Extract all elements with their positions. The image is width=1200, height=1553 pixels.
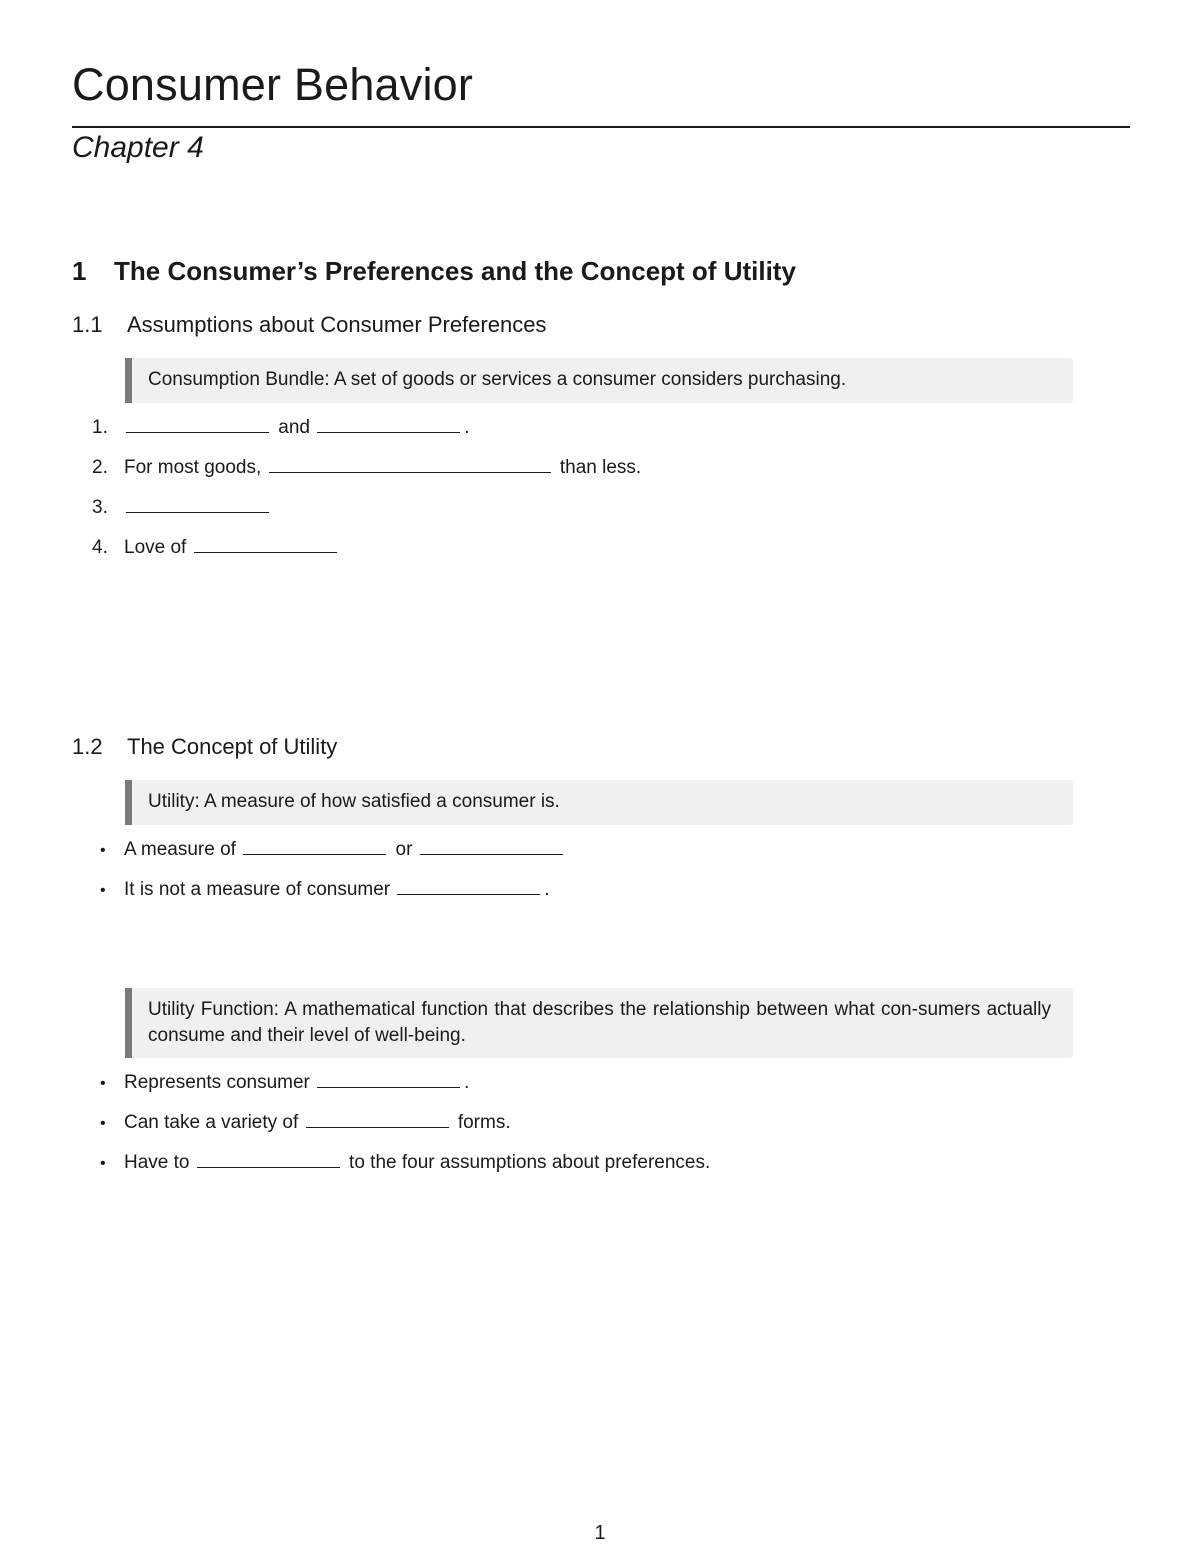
bullet-text: Have to xyxy=(124,1152,190,1173)
list-marker: 4. xyxy=(92,537,108,558)
fill-in-blank[interactable] xyxy=(306,1111,449,1128)
list-marker: 2. xyxy=(92,457,108,478)
list-item-4 xyxy=(92,536,341,560)
bullet-text: . xyxy=(464,1072,470,1093)
definition-box-utility-function xyxy=(125,988,1073,1058)
fill-in-blank[interactable] xyxy=(243,838,386,855)
definition-text: Consumption Bundle: A set of goods or services a consumer considers purchasing. xyxy=(148,369,847,390)
bullet-item-5 xyxy=(100,1151,710,1176)
bullet-icon: • xyxy=(100,1075,106,1092)
bullet-text: A measure of xyxy=(124,839,236,860)
list-text: For most goods, xyxy=(124,457,262,478)
definition-text: Utility Function: A mathematical function that describes the relationship between what con-sumers actually consume and their level of well-being. xyxy=(148,999,1051,1046)
subsection-number: 1.2 xyxy=(72,734,103,759)
fill-in-blank[interactable] xyxy=(197,1151,340,1168)
fill-in-blank[interactable] xyxy=(269,456,551,473)
page-number: 1 xyxy=(594,1522,606,1544)
subsection-title: Assumptions about Consumer Preferences xyxy=(127,312,547,337)
bullet-text: It is not a measure of consumer xyxy=(124,879,391,900)
list-marker: 3. xyxy=(92,497,108,518)
list-item-1 xyxy=(92,416,470,440)
title-rule xyxy=(72,126,1130,128)
section-number: 1 xyxy=(72,256,87,286)
list-text: than less. xyxy=(559,457,642,478)
page-title: Consumer Behavior xyxy=(72,59,474,110)
bullet-icon: • xyxy=(100,842,106,859)
fill-in-blank[interactable] xyxy=(317,416,460,433)
bullet-text: Can take a variety of xyxy=(124,1112,299,1133)
bullet-text: to the four assumptions about preferences. xyxy=(349,1152,711,1173)
list-item-2 xyxy=(92,456,641,480)
list-text: and xyxy=(278,417,310,438)
subsection-heading-1-2 xyxy=(72,736,337,758)
definition-box-utility xyxy=(125,780,1073,825)
bullet-text: forms. xyxy=(457,1112,511,1133)
fill-in-blank[interactable] xyxy=(420,838,563,855)
section-heading xyxy=(72,258,796,284)
list-item-3 xyxy=(92,496,273,520)
definition-text: Utility: A measure of how satisfied a consumer is. xyxy=(148,791,560,812)
bullet-item-3 xyxy=(100,1071,469,1096)
fill-in-blank[interactable] xyxy=(194,536,337,553)
fill-in-blank[interactable] xyxy=(126,416,269,433)
list-marker: 1. xyxy=(92,417,108,438)
subsection-heading-1-1 xyxy=(72,314,546,336)
chapter-label: Chapter 4 xyxy=(72,131,204,164)
list-text: . xyxy=(464,417,470,438)
bullet-text: or xyxy=(395,839,413,860)
definition-box-consumption-bundle xyxy=(125,358,1073,403)
bullet-text: Represents consumer xyxy=(124,1072,310,1093)
subsection-number: 1.1 xyxy=(72,312,103,337)
bullet-item-4 xyxy=(100,1111,511,1136)
fill-in-blank[interactable] xyxy=(397,878,540,895)
bullet-item-1 xyxy=(100,838,567,863)
bullet-text: . xyxy=(544,879,550,900)
bullet-item-2 xyxy=(100,878,550,903)
bullet-icon: • xyxy=(100,1155,106,1172)
bullet-icon: • xyxy=(100,882,106,899)
fill-in-blank[interactable] xyxy=(317,1071,460,1088)
section-title: The Consumer’s Preferences and the Concept of Utility xyxy=(114,256,796,286)
fill-in-blank[interactable] xyxy=(126,496,269,513)
list-text: Love of xyxy=(124,537,187,558)
bullet-icon: • xyxy=(100,1115,106,1132)
subsection-title: The Concept of Utility xyxy=(127,734,338,759)
